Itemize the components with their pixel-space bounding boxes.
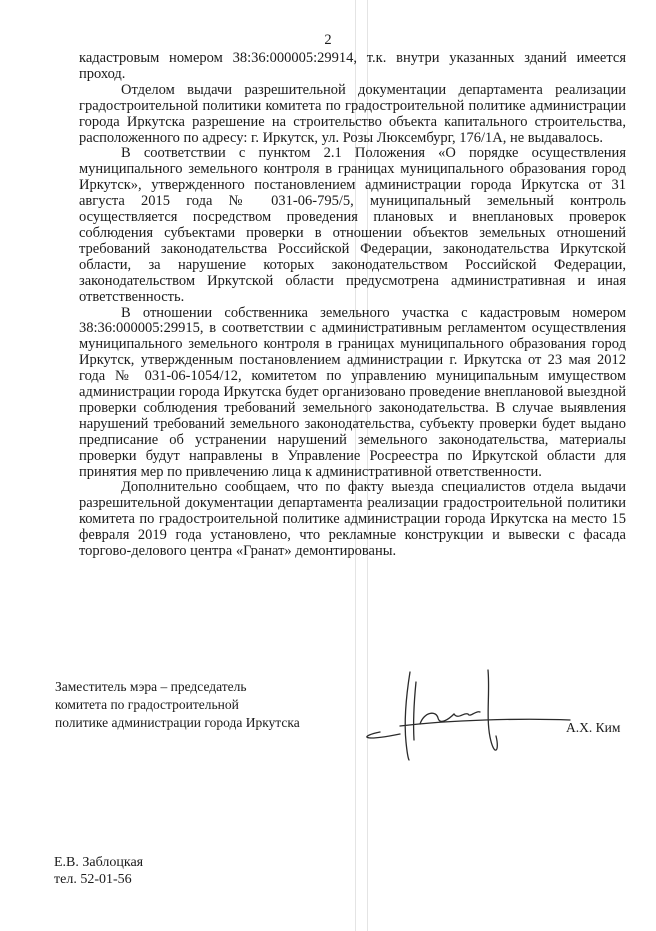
signer-name: А.Х. Ким	[566, 720, 621, 735]
page-number: 2	[324, 32, 332, 48]
position-line: политике администрации города Иркутска	[55, 715, 300, 730]
position-line: комитета по градостроительной	[55, 697, 239, 712]
position-line: Заместитель мэра – председатель	[55, 679, 247, 694]
paragraph-land-control-regulation: В соответствии с пунктом 2.1 Положения «О порядке осуществления муниципального земельного контроля в границах муниципального образования город Иркутск», утвержденного постановлением администрации города Иркутска от 31 августа 2015 года № 031-06-795/5, муниципальный земельный контроль осуществляется посредством проведения плановых и внеплановых проверок соблюдения субъектами проверки в отношении объектов земельных отношений требований законодательства Российской Федерации, законодательства Иркутской области, за нарушение которых законодательством Российской Федерации, законодательством Иркутской области предусмотрена административная и иная ответственность.	[79, 145, 626, 305]
paragraph-building-permit: Отделом выдачи разрешительной документации департамента реализации градостроительной политики комитета по градостроительной политике администрации города Иркутска разрешение на строительство объекта капитального строительства, расположенного по адресу: г. Иркутск, ул. Розы Люксембург, 176/1А, не выдавалось.	[79, 81, 626, 146]
handwritten-signature	[340, 662, 580, 762]
signatory-position	[55, 678, 300, 732]
letter-body	[79, 51, 626, 560]
paragraph-continuation: кадастровым номером 38:36:000005:29914, т.к. внутри указанных зданий имеется проход.	[79, 50, 626, 82]
executor-name: Е.В. Заблоцкая	[54, 855, 144, 870]
executor-info	[54, 854, 143, 888]
paragraph-owner-inspection: В отношении собственника земельного участка с кадастровым номером 38:36:000005:29915, в соответствии с административным регламентом осуществления муниципального земельного контроля в границах муниципального образования город Иркутск, утвержденным постановлением администрации г. Иркутска от 23 мая 2012 года № 031-06-1054/12, комитетом по управлению муниципальным имуществом администрации города Иркутска будет организовано проведение внеплановой выездной проверки соблюдения требований земельного законодательства. В случае выявления нарушений требований земельного законодательства, субъекту проверки будет выдано предписание об устранении нарушений земельного законодательства, материалы проверки будут направлены в Управление Росреестра по Иркутской области для принятия мер по привлечению лица к административной ответственности.	[79, 304, 626, 480]
paragraph-additional-info: Дополнительно сообщаем, что по факту выезда специалистов отдела выдачи разрешительной документации департамента реализации градостроительной политики комитета по градостроительной политике администрации города Иркутска на место 15 февраля 2019 года установлено, что рекламные конструкции и вывески с фасада торгово-делового центра «Гранат» демонтированы.	[79, 479, 626, 560]
executor-phone: тел. 52-01-56	[54, 872, 132, 887]
